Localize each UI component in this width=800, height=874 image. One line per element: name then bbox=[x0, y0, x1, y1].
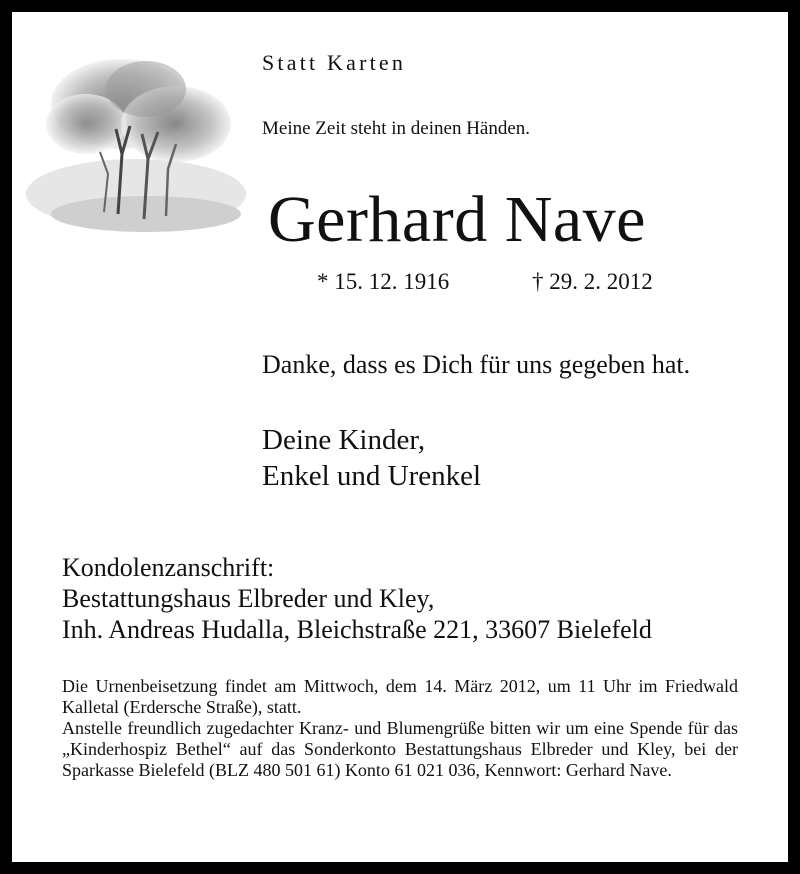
header-text: Statt Karten bbox=[262, 50, 407, 75]
death-date: † 29. 2. 2012 bbox=[532, 269, 653, 294]
obituary-card bbox=[12, 12, 788, 862]
condolence-company: Bestattungshaus Elbreder und Kley, bbox=[62, 584, 435, 613]
burial-notice: Die Urnenbeisetzung findet am Mittwoch, dem 14. März 2012, um 11 Uhr im Friedwald Kalletal (Erdersche Straße), statt. bbox=[62, 676, 738, 717]
condolence-address bbox=[62, 552, 652, 645]
deceased-name: Gerhard Nave bbox=[268, 183, 646, 256]
family-line-2: Enkel und Urenkel bbox=[262, 460, 482, 492]
condolence-street: Inh. Andreas Hudalla, Bleichstraße 221, 33607 Bielefeld bbox=[62, 615, 652, 644]
birth-date: * 15. 12. 1916 bbox=[317, 269, 450, 294]
trees-landscape-icon bbox=[26, 34, 256, 259]
thanks-text: Danke, dass es Dich für uns gegeben hat. bbox=[262, 350, 691, 379]
notice-block bbox=[62, 676, 738, 781]
family-line-1: Deine Kinder, bbox=[262, 424, 426, 456]
condolence-heading: Kondolenzanschrift: bbox=[62, 553, 275, 582]
motto-text: Meine Zeit steht in deinen Händen. bbox=[262, 118, 531, 139]
donation-notice: Anstelle freundlich zugedachter Kranz- und Blumengrüße bitten wir um eine Spende für das „Kinderhospiz Bethel“ auf das Sonderkonto Bestattungshaus Elbreder und Kley, bei der Sparkasse Bielefeld (BLZ 480 501 61) Konto 61 021 036, Kennwort: Gerhard Nave. bbox=[62, 718, 738, 780]
